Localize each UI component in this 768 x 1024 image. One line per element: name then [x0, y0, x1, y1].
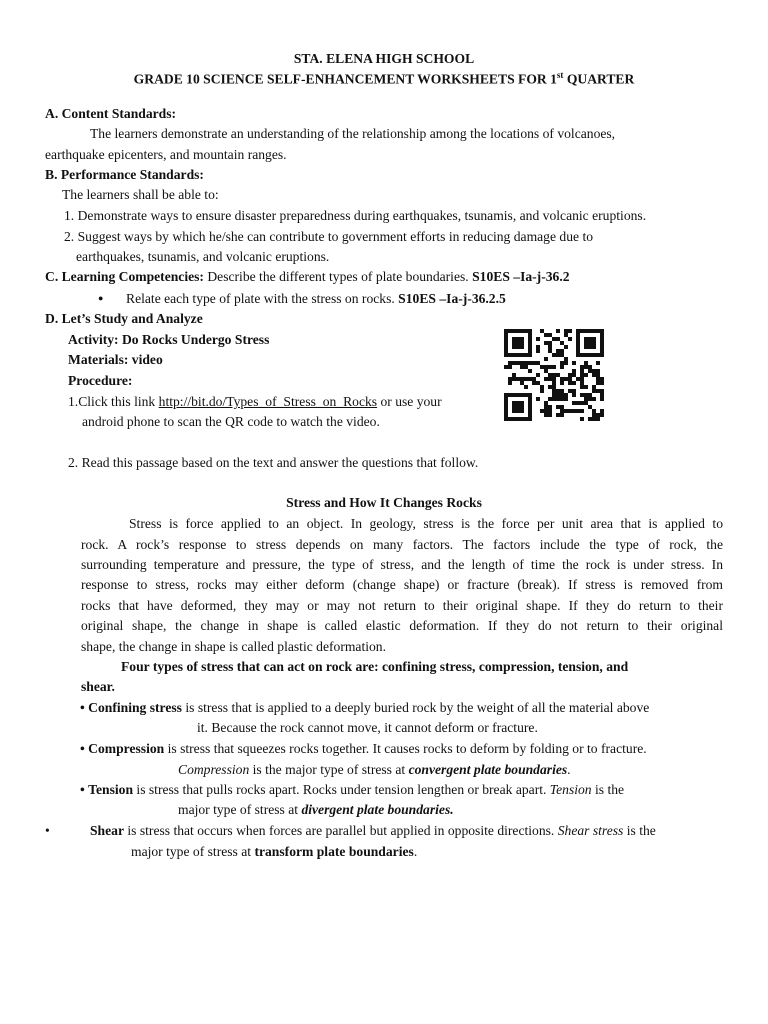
performance-item-1: 1. Demonstrate ways to ensure disaster preparedness during earthquakes, tsunamis, and volcanic eruptions. [64, 208, 647, 223]
shear-cont: major type of stress at transform plate boundaries. [131, 844, 418, 859]
passage-line: rocks that have deformed, they may or may not return to their original shape. If they do return to their [81, 598, 723, 613]
worksheet-title: GRADE 10 SCIENCE SELF-ENHANCEMENT WORKSHEETS FOR 1st QUARTER [133, 70, 635, 87]
procedure-label: Procedure: [68, 373, 133, 388]
qr-code-graphic [504, 329, 604, 421]
confining-stress-cont: it. Because the rock cannot move, it cannot deform or fracture. [197, 720, 538, 735]
bullet-icon: • [80, 741, 85, 756]
passage-line: original shape, the change in shape is called elastic deformation. If they do not return to their original [81, 618, 723, 633]
passage-title: Stress and How It Changes Rocks [286, 495, 482, 510]
bullet-icon: • [80, 782, 85, 797]
procedure-step-1: 1.Click this link http://bit.do/Types_of_Stress_on_Rocks or use your [68, 394, 442, 409]
content-standards-text-2: earthquake epicenters, and mountain ranges. [45, 147, 287, 162]
activity-title: Activity: Do Rocks Undergo Stress [68, 332, 270, 347]
school-name: STA. ELENA HIGH SCHOOL [293, 51, 475, 66]
confining-stress-item: • Confining stress is stress that is applied to a deeply buried rock by the weight of all the material above [80, 700, 650, 715]
performance-standards-heading: B. Performance Standards: [45, 167, 204, 182]
video-link[interactable]: http://bit.do/Types_of_Stress_on_Rocks [158, 394, 378, 409]
passage-line: response to stress, rocks may either deform (change shape) or fracture (break). If stress is removed from [81, 577, 723, 592]
bullet-icon: ● [98, 293, 104, 303]
compression-item: • Compression is stress that squeezes rocks together. It causes rocks to deform by folding or to fracture. [80, 741, 647, 756]
procedure-step-1-cont: android phone to scan the QR code to watch the video. [82, 414, 380, 429]
passage-line: surrounding temperature and pressure, the type of stress, and the length of time the rock is under stress. In [81, 557, 723, 572]
learning-competencies: C. Learning Competencies: Describe the different types of plate boundaries. S10ES –Ia-j-36.2 [45, 269, 570, 284]
content-standards-heading: A. Content Standards: [45, 106, 177, 121]
qr-code-icon[interactable] [504, 329, 604, 421]
study-analyze-heading: D. Let’s Study and Analyze [45, 311, 203, 326]
stress-types-intro-2: shear. [81, 679, 115, 694]
tension-item: • Tension is stress that pulls rocks apart. Rocks under tension lengthen or break apart. Tension is the [80, 782, 625, 797]
passage-last-line: shape, the change in shape is called plastic deformation. [81, 639, 386, 654]
passage-line: Stress is force applied to an object. In geology, stress is the force per unit area that is applied to [129, 516, 723, 531]
passage-line: rock. A rock’s response to stress depends on many factors. The factors include the type of rock, the [81, 537, 723, 552]
performance-item-2: 2. Suggest ways by which he/she can contribute to government efforts in reducing damage due to [64, 229, 594, 244]
shear-bullet-icon: • [45, 823, 50, 838]
procedure-step-2: 2. Read this passage based on the text and answer the questions that follow. [68, 455, 479, 470]
stress-types-intro: Four types of stress that can act on rock are: confining stress, compression, tension, and [121, 659, 629, 674]
shear-item: Shear is stress that occurs when forces are parallel but applied in opposite directions. Shear stress is the [90, 823, 656, 838]
performance-item-2-cont: earthquakes, tsunamis, and volcanic eruptions. [76, 249, 330, 264]
tension-cont: major type of stress at divergent plate boundaries. [178, 802, 454, 817]
content-standards-text: The learners demonstrate an understanding of the relationship among the locations of volcanoes, [90, 126, 616, 141]
compression-cont: Compression is the major type of stress at convergent plate boundaries. [178, 762, 571, 777]
materials-label: Materials: video [68, 352, 163, 367]
competency-bullet-text: Relate each type of plate with the stress on rocks. S10ES –Ia-j-36.2.5 [126, 291, 506, 306]
performance-intro: The learners shall be able to: [62, 187, 219, 202]
bullet-icon: • [80, 700, 85, 715]
